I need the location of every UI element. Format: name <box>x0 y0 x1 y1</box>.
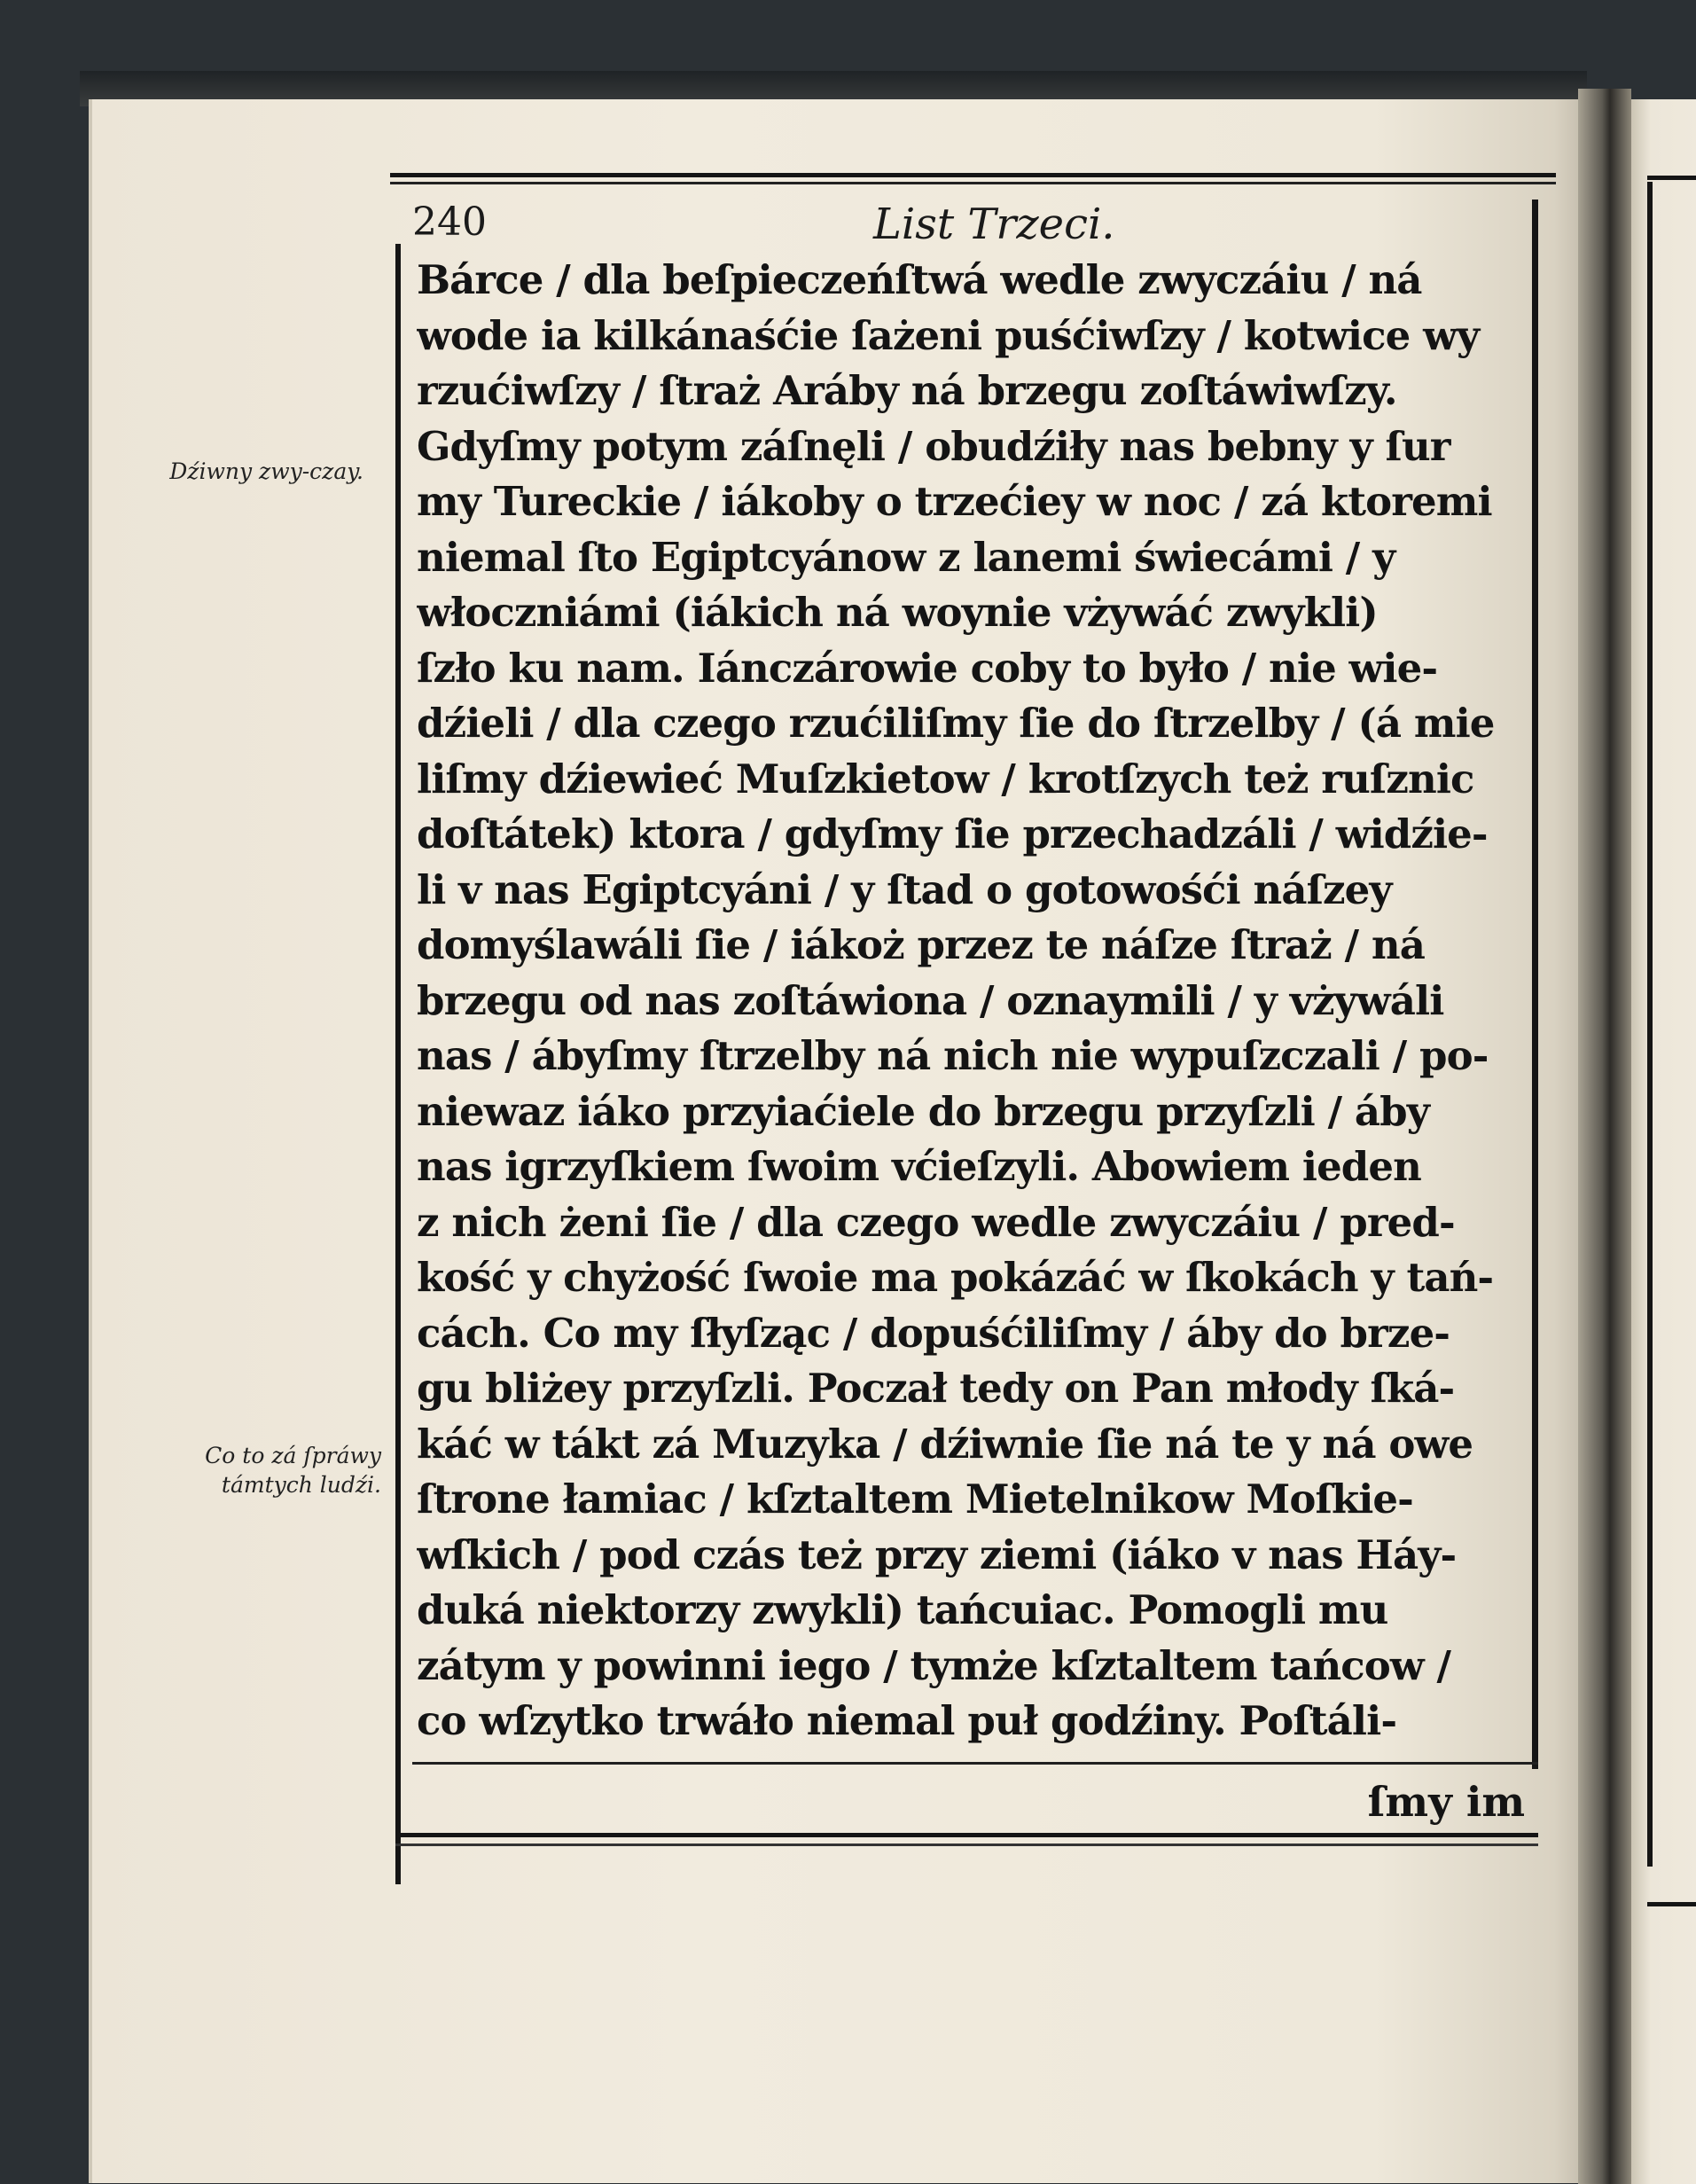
text-line: doſtátek) ktora / gdyſmy ſie przechadzáli / widźie- <box>417 810 1488 857</box>
page-number: 240 <box>412 200 487 245</box>
text-line: wode ia kilkánaśćie ſażeni puśćiwſzy / kotwice wy <box>417 311 1480 359</box>
text-line: brzegu od nas zoſtáwiona / oznaymili / y vżywáli <box>417 976 1444 1024</box>
text-line: liſmy dźiewieć Muſzkietow / krotſzych też ruſznic <box>417 755 1474 802</box>
text-line: nas / ábyſmy ſtrzelby ná nich nie wypuſzczali / po- <box>417 1032 1489 1079</box>
text-line: duká niektorzy zwykli) tańcuiac. Pomogli mu <box>417 1586 1388 1633</box>
footer-rule-thin <box>412 1762 1538 1765</box>
frame-right-line <box>1532 200 1538 1769</box>
margin-note-2: Co to zá ſpráwy támtych ludźi. <box>205 1443 381 1498</box>
right-page-rule-top <box>1647 176 1696 180</box>
text-line: Gdyſmy potym záſnęli / obudźiły nas bebny y ſur <box>417 422 1450 470</box>
text-line: włoczniámi (iákich ná woynie vżywáć zwykli) <box>417 589 1378 636</box>
header-rule <box>390 173 1556 177</box>
text-line: káć w tákt zá Muzyka / dźiwnie ſie ná te y ná owe <box>417 1420 1473 1468</box>
text-line: cách. Co my ſłyſząc / dopuśćiliſmy / áby do brze- <box>417 1309 1450 1357</box>
right-page-edge <box>1631 99 1696 2184</box>
text-line: domyślawáli ſie / iákoż przez te náſze ſtraż / ná <box>417 921 1425 968</box>
text-line: li v nas Egiptcyáni / y ſtad o gotowośći náſzey <box>417 865 1392 913</box>
text-line: niemal ſto Egiptcyánow z lanemi świecámi / y <box>417 533 1395 581</box>
text-line: ſzło ku nam. Iánczárowie coby to było / nie wie- <box>417 644 1438 692</box>
text-line: wſkich / pod czás też przy ziemi (iáko v nas Háy- <box>417 1530 1457 1578</box>
text-line: dźieli / dla czego rzućiliſmy ſie do ſtrzelby / (á mie <box>417 700 1495 747</box>
text-line: niewaz iáko przyiaćiele do brzegu przyſzli / áby <box>417 1087 1429 1135</box>
book-gutter <box>1578 89 1631 2184</box>
text-line: ſtrone łamiac / kſztaltem Mietelnikow Moſkie- <box>417 1476 1413 1523</box>
text-line: rzućiwſzy / ſtraż Aráby ná brzegu zoſtáwiwſzy. <box>417 367 1397 414</box>
body-text <box>417 253 1507 1750</box>
right-page-rule-bottom <box>1647 1902 1696 1906</box>
right-page-frame-line <box>1647 182 1653 1867</box>
running-title: List Trzeci. <box>873 200 1115 249</box>
running-head <box>412 200 1529 253</box>
text-line: nas igrzyſkiem ſwoim vćieſzyli. Abowiem ieden <box>417 1143 1421 1190</box>
text-line: z nich żeni ſie / dla czego wedle zwyczáiu / pred- <box>417 1198 1455 1246</box>
text-line: gu bliżey przyſzli. Poczał tedy on Pan młody ſká- <box>417 1365 1455 1412</box>
text-line: Bárce / dla beſpieczeńſtwá wedle zwyczáiu / ná <box>417 256 1422 303</box>
text-block <box>390 173 1556 1902</box>
header-rule-thin <box>390 182 1556 184</box>
text-line: zátym y powinni iego / tymże kſztaltem tańcow / <box>417 1641 1451 1689</box>
text-line: my Tureckie / iákoby o trzećiey w noc / zá ktoremi <box>417 478 1492 525</box>
margin-note-1: Dźiwny zwy-czay. <box>169 458 363 484</box>
footer-rule-second <box>395 1843 1538 1846</box>
text-line: co wſzytko trwáło niemal puł godźiny. Poſtáli- <box>417 1697 1397 1744</box>
footer-rule <box>395 1833 1538 1837</box>
catchword: ſmy im <box>1367 1778 1525 1826</box>
frame-left-line <box>395 244 401 1884</box>
text-line: kość y chyżość ſwoie ma pokázáć w ſkokách y tań- <box>417 1254 1494 1301</box>
